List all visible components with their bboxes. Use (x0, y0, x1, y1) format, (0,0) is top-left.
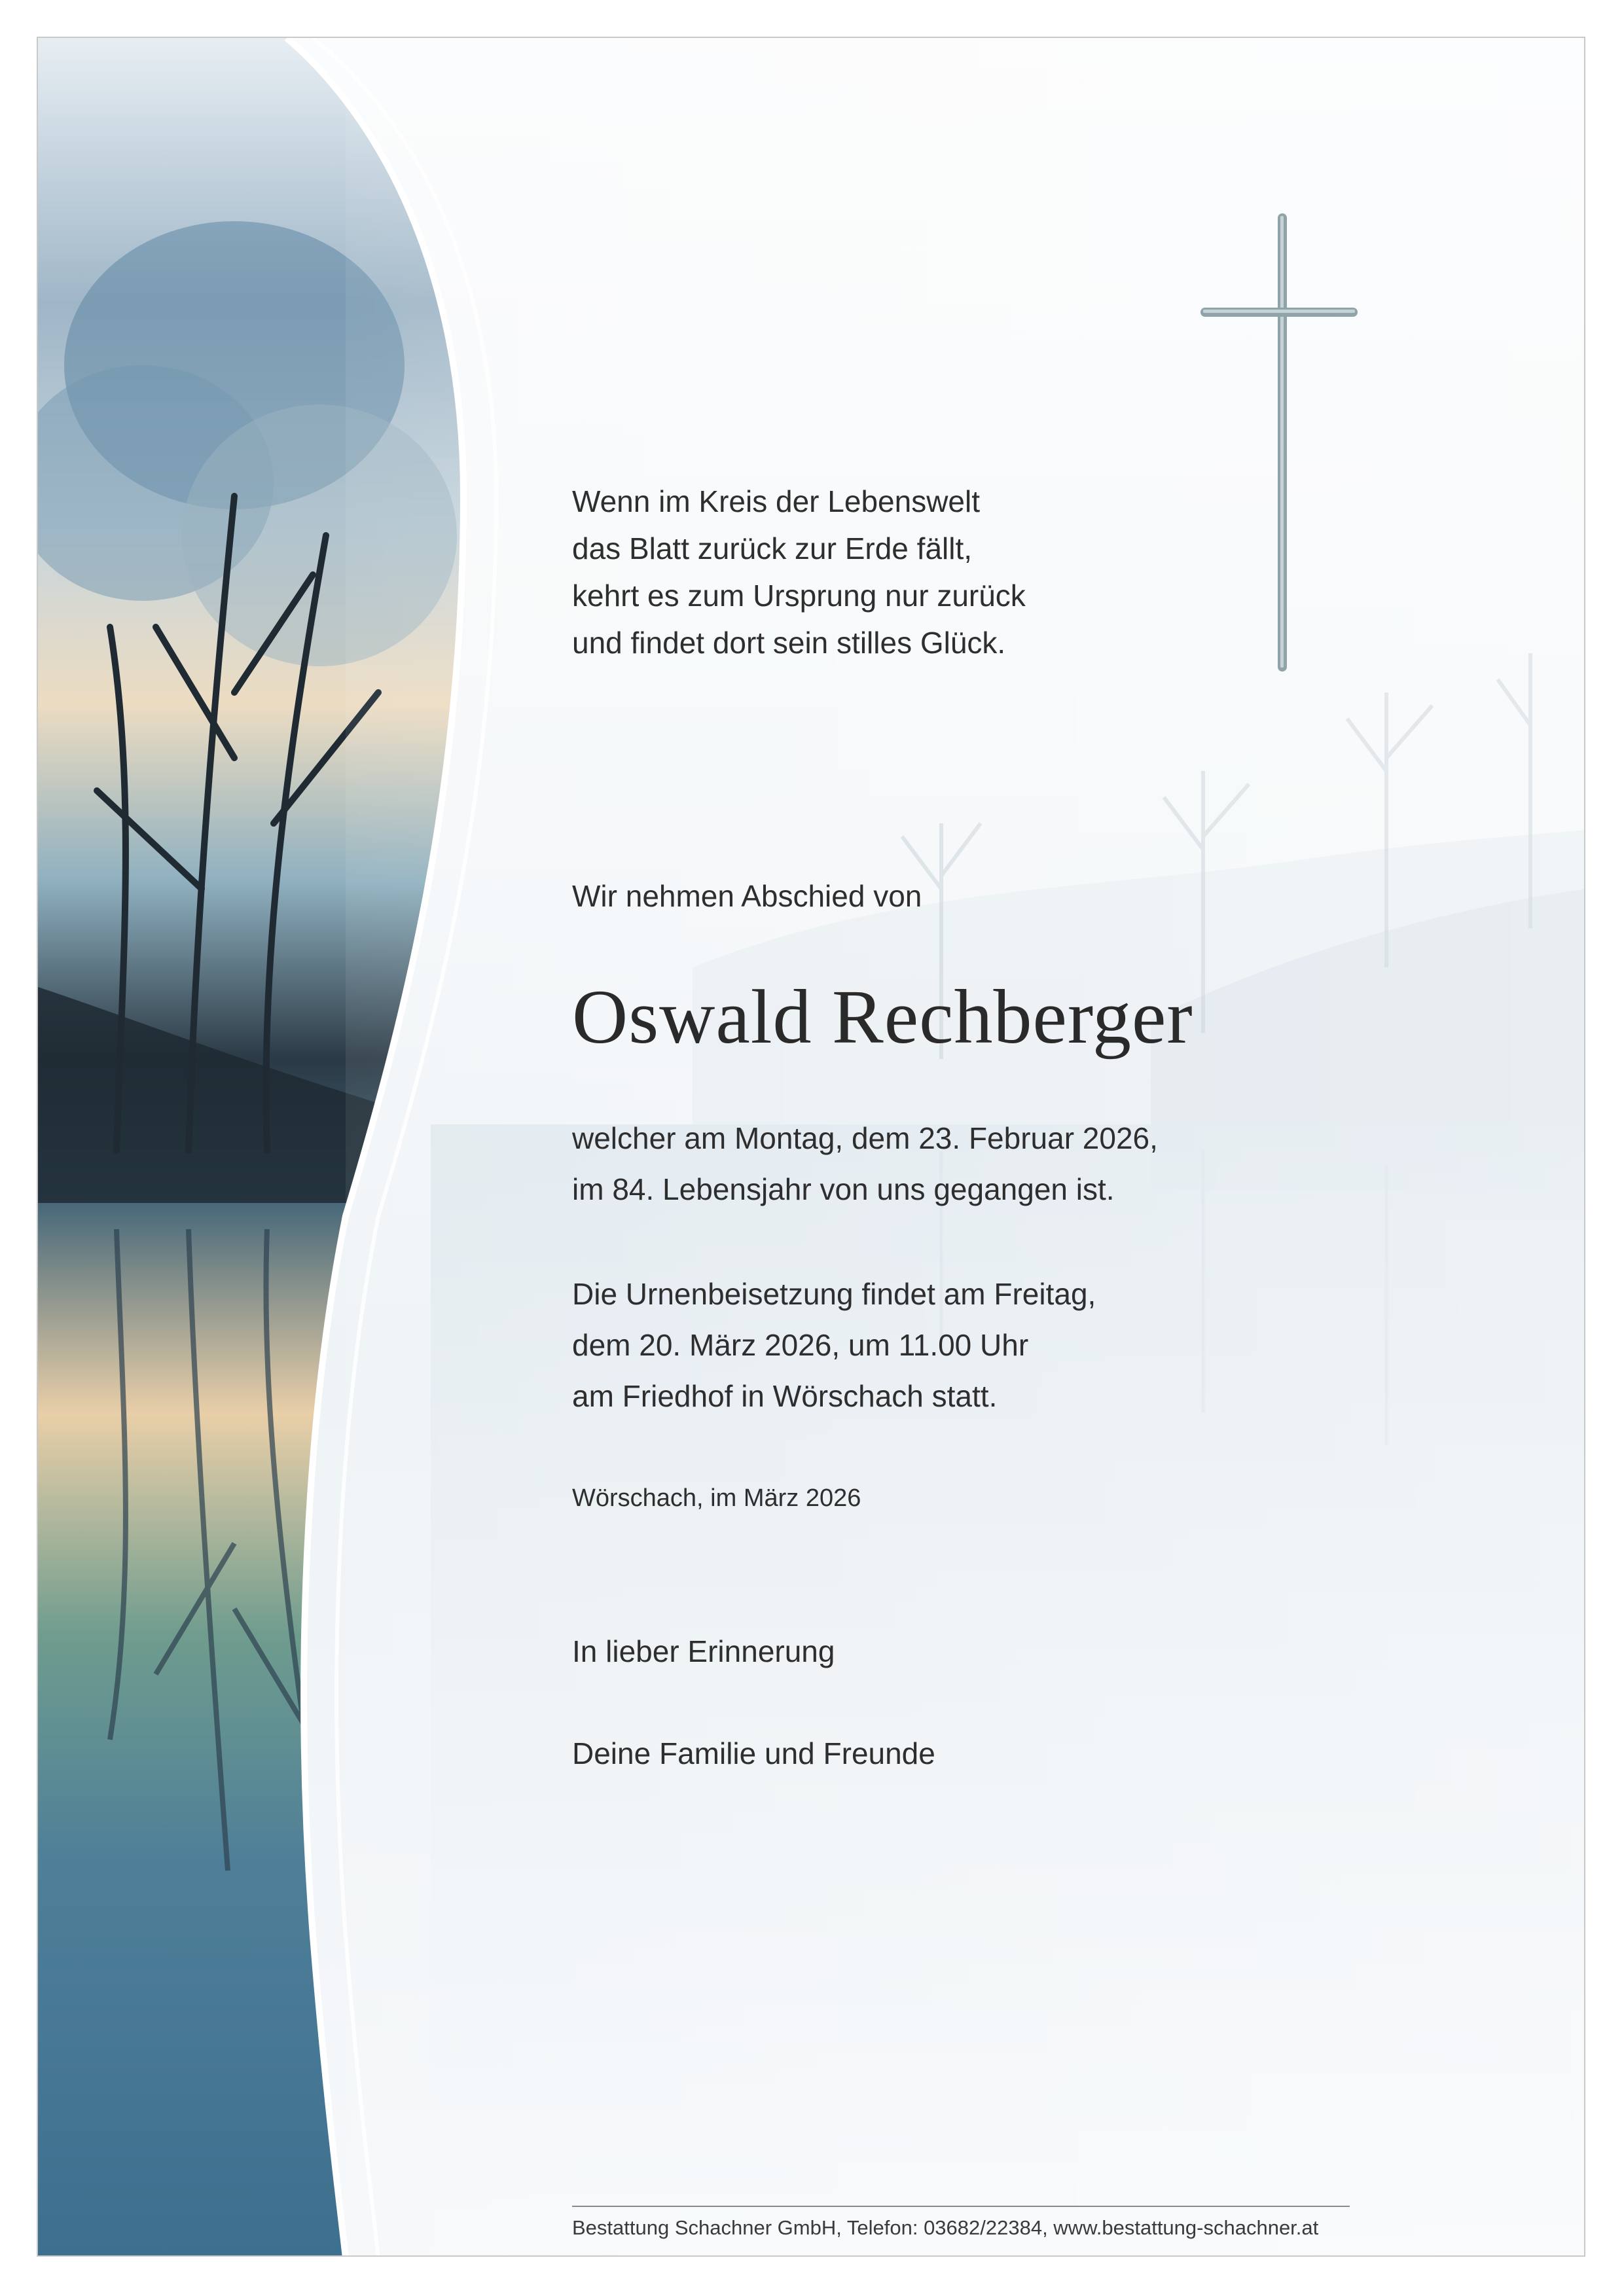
ceremony-line: am Friedhof in Wörschach statt. (572, 1379, 998, 1413)
poem (572, 478, 1026, 666)
cross-icon (1200, 213, 1371, 698)
death-notice (572, 1113, 1158, 1215)
poem-line: und findet dort sein stilles Glück. (572, 626, 1006, 660)
poem-line: kehrt es zum Ursprung nur zurück (572, 579, 1026, 613)
farewell-intro: Wir nehmen Abschied von (572, 879, 922, 913)
poem-line: Wenn im Kreis der Lebenswelt (572, 484, 980, 518)
ceremony-line: dem 20. März 2026, um 11.00 Uhr (572, 1328, 1029, 1362)
death-notice-line: im 84. Lebensjahr von uns gegangen ist. (572, 1172, 1115, 1206)
death-notice-line: welcher am Montag, dem 23. Februar 2026, (572, 1121, 1158, 1155)
footer-divider (572, 2206, 1350, 2207)
ceremony-line: Die Urnenbeisetzung findet am Freitag, (572, 1277, 1096, 1311)
footer-funeral-home: Bestattung Schachner GmbH, Telefon: 03682/22384, www.bestattung-schachner.at (572, 2216, 1319, 2239)
closing-phrase: In lieber Erinnerung (572, 1634, 835, 1668)
ceremony-notice (572, 1268, 1096, 1422)
poem-line: das Blatt zurück zur Erde fällt, (572, 531, 973, 565)
deceased-name: Oswald Rechberger (572, 974, 1193, 1060)
signature: Deine Familie und Freunde (572, 1736, 935, 1770)
place-date: Wörschach, im März 2026 (572, 1484, 861, 1512)
